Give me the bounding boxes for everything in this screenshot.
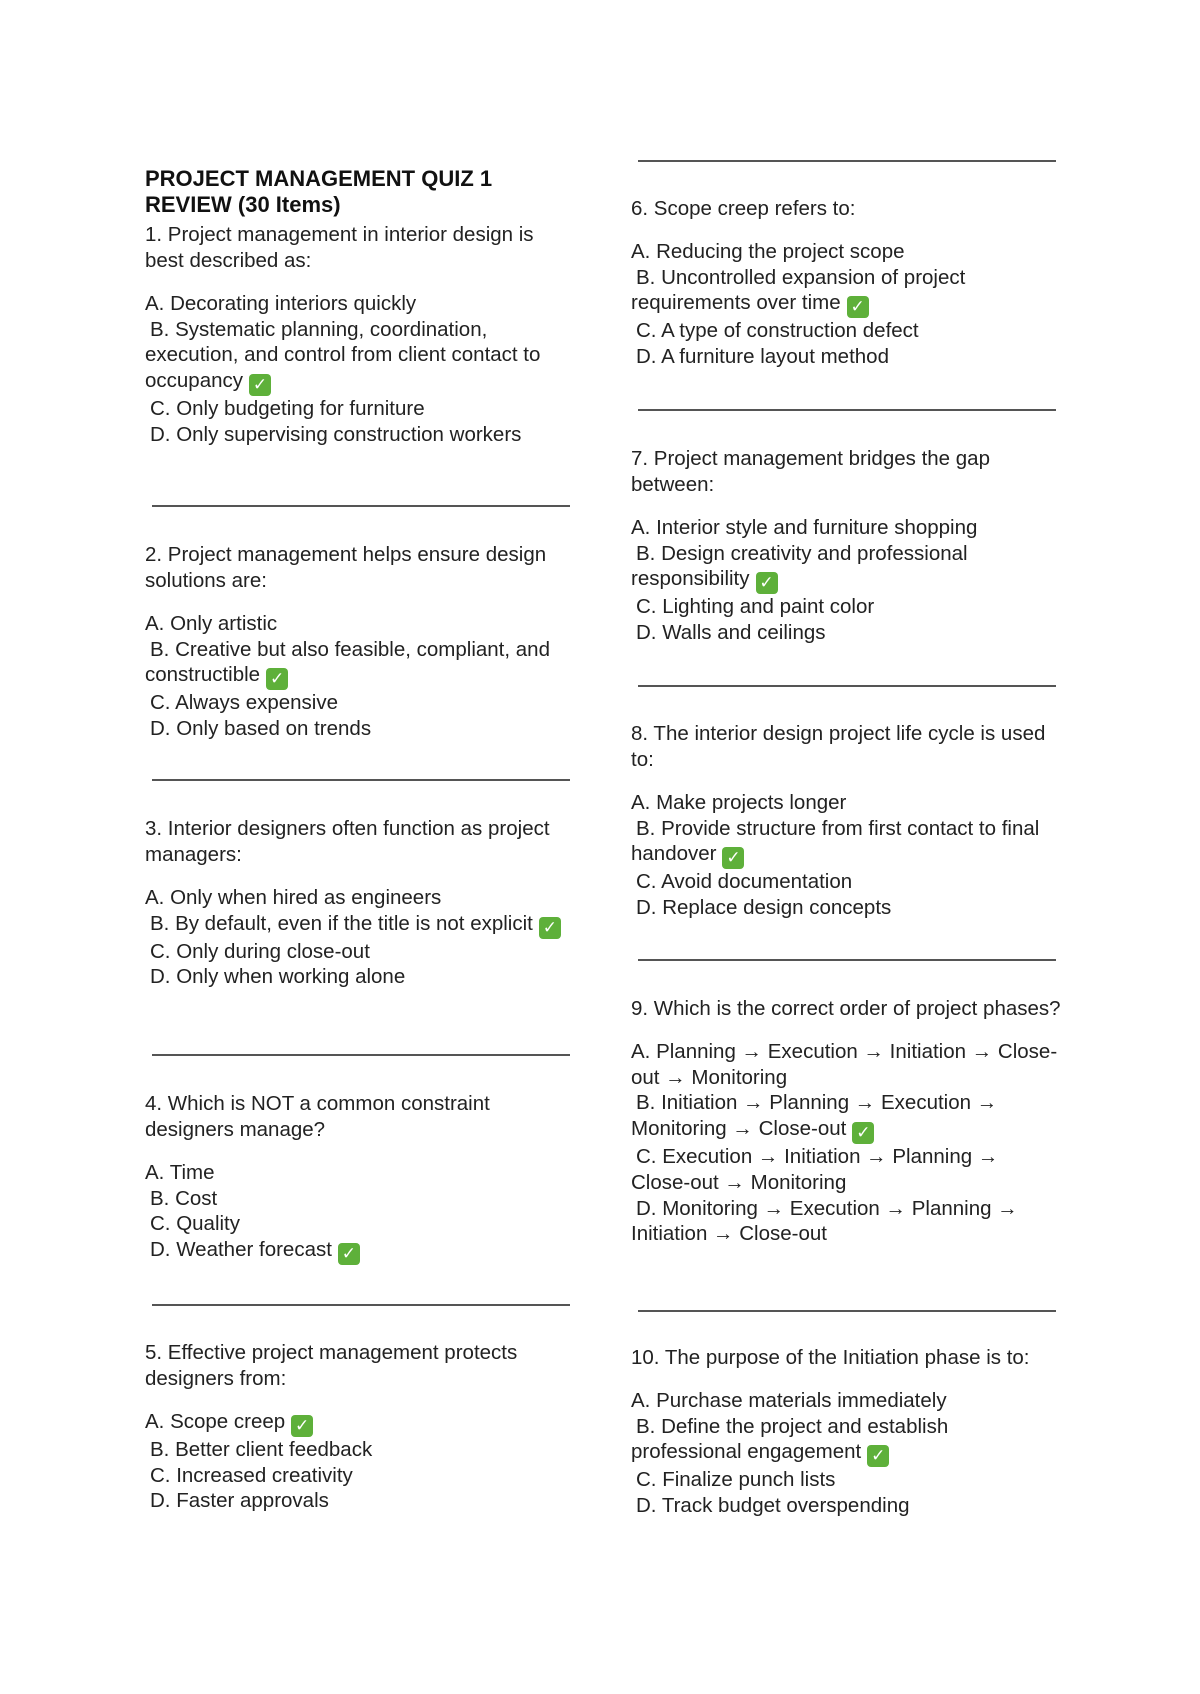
option-a: A. Interior style and furniture shopping bbox=[631, 516, 978, 539]
option-c: C. Finalize punch lists bbox=[636, 1468, 836, 1492]
option-a: A. Decorating interiors quickly bbox=[145, 292, 417, 315]
correct-check-icon: ✓ bbox=[722, 847, 744, 869]
correct-check-icon: ✓ bbox=[867, 1445, 889, 1467]
question-stem: 6. Scope creep refers to: bbox=[631, 197, 856, 220]
options-list bbox=[631, 239, 1061, 370]
option-c: C. Lighting and paint color bbox=[636, 595, 875, 619]
option-a: A. Time bbox=[145, 1161, 215, 1184]
option-c: C. Always expensive bbox=[150, 691, 339, 715]
question-1 bbox=[145, 222, 575, 448]
divider bbox=[152, 505, 570, 507]
question-stem: 3. Interior designers often function as project managers: bbox=[145, 817, 550, 866]
question-stem: 9. Which is the correct order of project phases? bbox=[631, 997, 1061, 1020]
correct-check-icon: ✓ bbox=[852, 1122, 874, 1144]
quiz-title: PROJECT MANAGEMENT QUIZ 1 REVIEW (30 Items) bbox=[145, 166, 493, 217]
options-list bbox=[631, 515, 1061, 646]
correct-check-icon: ✓ bbox=[847, 296, 869, 318]
option-a: A. Purchase materials immediately bbox=[631, 1389, 947, 1412]
option-d: D. Only based on trends bbox=[150, 717, 372, 741]
divider bbox=[638, 409, 1056, 411]
option-a: A. Only artistic bbox=[145, 612, 278, 635]
option-d: D. A furniture layout method bbox=[636, 345, 889, 369]
correct-check-icon: ✓ bbox=[291, 1415, 313, 1437]
option-c: C. A type of construction defect bbox=[636, 319, 919, 343]
question-stem: 2. Project management helps ensure design solutions are: bbox=[145, 543, 547, 592]
correct-check-icon: ✓ bbox=[539, 917, 561, 939]
option-d: D. Replace design concepts bbox=[636, 896, 892, 920]
options-list bbox=[145, 611, 575, 742]
option-d: D. Walls and ceilings bbox=[636, 621, 826, 645]
option-b: B. By default, even if the title is not explicit ✓ bbox=[145, 911, 575, 939]
correct-check-icon: ✓ bbox=[756, 572, 778, 594]
option-c: C. Quality bbox=[150, 1212, 240, 1236]
question-2 bbox=[145, 542, 575, 742]
question-4 bbox=[145, 1091, 575, 1265]
option-b: B. Systematic planning, coordination, execution, and control from client contact to occupancy ✓ bbox=[145, 317, 541, 395]
option-d: D. Monitoring → Execution → Planning → Initiation → Close-out bbox=[631, 1196, 1018, 1246]
divider bbox=[638, 685, 1056, 687]
correct-check-icon: ✓ bbox=[266, 668, 288, 690]
options-list bbox=[145, 885, 575, 990]
option-c: C. Increased creativity bbox=[150, 1463, 353, 1487]
option-a: A. Reducing the project scope bbox=[631, 240, 905, 263]
options-list bbox=[145, 1160, 575, 1265]
option-d: D. Faster approvals bbox=[150, 1489, 329, 1513]
question-3 bbox=[145, 816, 575, 990]
divider bbox=[638, 959, 1056, 961]
option-a: A. Make projects longer bbox=[631, 791, 847, 814]
option-c: C. Avoid documentation bbox=[636, 870, 853, 894]
question-6 bbox=[631, 196, 1061, 370]
option-d: D. Track budget overspending bbox=[636, 1494, 910, 1518]
divider bbox=[152, 1304, 570, 1306]
option-b: B. Creative but also feasible, compliant, and constructible ✓ bbox=[145, 637, 550, 689]
option-a: A. Scope creep ✓ bbox=[145, 1409, 575, 1437]
options-list bbox=[631, 1388, 1061, 1519]
question-8 bbox=[631, 721, 1061, 921]
option-b: B. Better client feedback bbox=[150, 1438, 373, 1461]
question-9 bbox=[631, 996, 1061, 1247]
option-b: B. Design creativity and professional responsibility ✓ bbox=[631, 541, 968, 593]
question-stem: 4. Which is NOT a common constraint designers manage? bbox=[145, 1092, 490, 1141]
divider bbox=[152, 1054, 570, 1056]
options-list bbox=[631, 790, 1061, 921]
option-d: D. Weather forecast ✓ bbox=[145, 1237, 575, 1265]
option-d: D. Only when working alone bbox=[150, 965, 406, 989]
correct-check-icon: ✓ bbox=[338, 1243, 360, 1265]
option-b: B. Define the project and establish professional engagement ✓ bbox=[631, 1414, 949, 1466]
correct-check-icon: ✓ bbox=[249, 374, 271, 396]
option-c: C. Only during close-out bbox=[150, 939, 370, 963]
options-list bbox=[631, 1039, 1061, 1247]
options-list bbox=[145, 1409, 575, 1514]
option-b: B. Provide structure from first contact to final handover ✓ bbox=[631, 816, 1040, 868]
option-b: B. Cost bbox=[150, 1186, 218, 1210]
question-stem: 10. The purpose of the Initiation phase is to: bbox=[631, 1346, 1030, 1369]
question-stem: 7. Project management bridges the gap between: bbox=[631, 447, 990, 496]
divider bbox=[638, 1310, 1056, 1312]
option-b: B. Initiation → Planning → Execution → Monitoring → Close-out ✓ bbox=[631, 1091, 998, 1143]
option-a: A. Planning → Execution → Initiation → Close-out → Monitoring bbox=[631, 1040, 1058, 1089]
question-stem: 1. Project management in interior design is best described as: bbox=[145, 223, 534, 272]
divider bbox=[152, 779, 570, 781]
question-10 bbox=[631, 1345, 1061, 1519]
question-stem: 5. Effective project management protects designers from: bbox=[145, 1341, 518, 1390]
question-5 bbox=[145, 1340, 575, 1514]
option-a: A. Only when hired as engineers bbox=[145, 886, 442, 909]
question-7 bbox=[631, 446, 1061, 646]
options-list bbox=[145, 291, 575, 448]
option-c: C. Only budgeting for furniture bbox=[150, 397, 425, 421]
divider bbox=[638, 160, 1056, 162]
option-d: D. Only supervising construction workers bbox=[150, 422, 522, 446]
option-b: B. Uncontrolled expansion of project requirements over time ✓ bbox=[631, 265, 966, 317]
question-stem: 8. The interior design project life cycle is used to: bbox=[631, 722, 1046, 771]
option-c: C. Execution → Initiation → Planning → Close-out → Monitoring bbox=[631, 1145, 999, 1194]
